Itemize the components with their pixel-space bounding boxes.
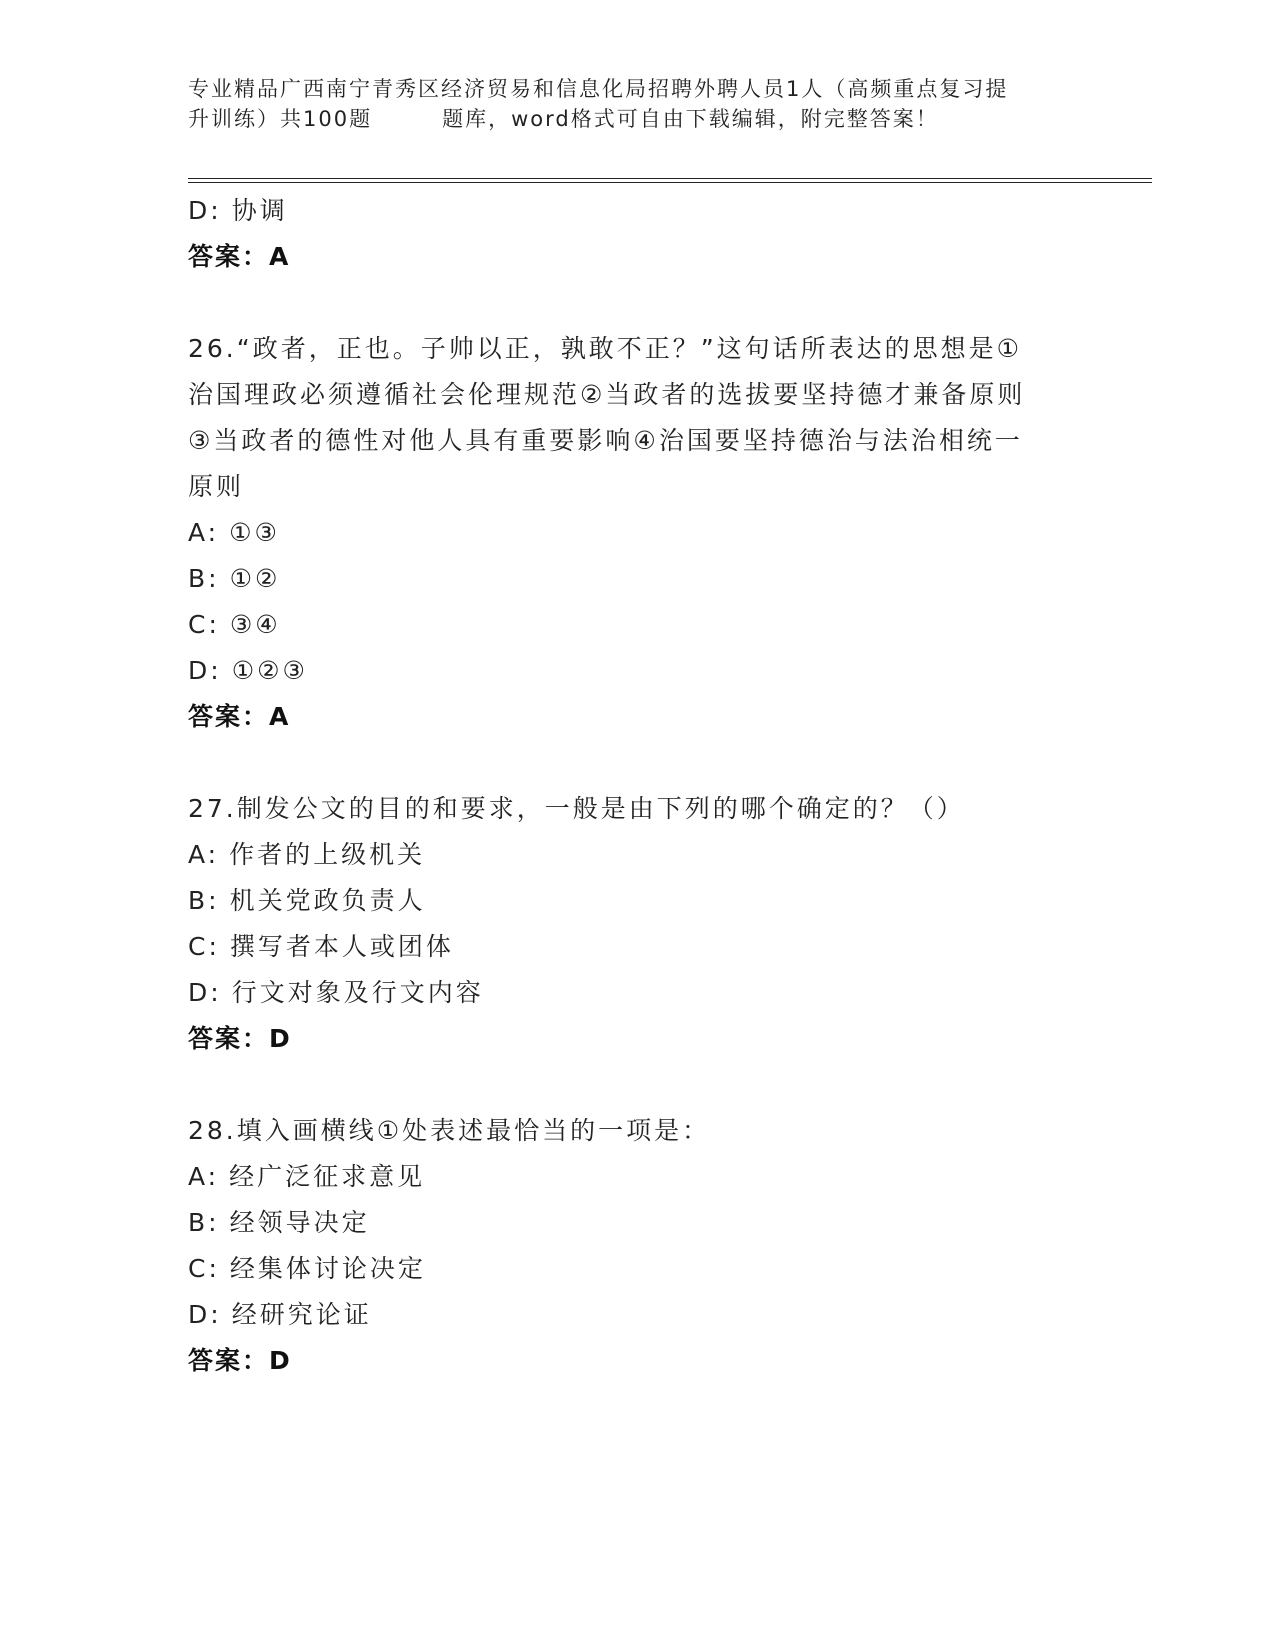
header-title-line-1: 专业精品广西南宁青秀区经济贸易和信息化局招聘外聘人员1人（高频重点复习提 [188,77,1009,101]
option-text: 经集体讨论决定 [229,1254,426,1283]
question-stem-line: 28.填入画横线①处表述最恰当的一项是： [188,1116,711,1145]
option-c [188,924,1088,970]
option-a [188,1154,1088,1200]
option-letter: A: [188,518,220,547]
option-c [188,602,1088,648]
option-letter: B: [188,564,220,593]
option-letter: D: [188,196,222,225]
option-text: ①③ [229,518,280,547]
page-header [188,74,1088,134]
option-b [188,556,1088,602]
question-stem-line: 治国理政必须遵循社会伦理规范②当政者的选拔要坚持德才兼备原则 [188,380,1026,409]
header-title-part-1: 升训练）共100题 [188,107,373,131]
option-text: ①② [229,564,281,593]
document-body [188,188,1088,1384]
question-27 [188,786,1088,1062]
option-d [188,1292,1088,1338]
option-text: 机关党政负责人 [229,886,426,915]
option-letter: A: [188,1162,220,1191]
header-divider-bottom [188,182,1152,183]
answer-line: 答案：D [188,1346,292,1375]
answer-line: 答案：A [188,702,291,731]
option-c [188,1246,1088,1292]
option-text: 经研究论证 [231,1300,372,1329]
answer-line: 答案：D [188,1024,292,1053]
option-text: 撰写者本人或团体 [229,932,454,961]
answer-line: 答案：A [188,242,291,271]
header-title-line-2 [188,104,1088,134]
question-stem-line: 原则 [188,472,245,501]
option-letter: C: [188,932,220,961]
question-stem-line: ③当政者的德性对他人具有重要影响④治国要坚持德治与法治相统一 [188,426,1023,455]
option-letter: D: [188,978,222,1007]
option-a [188,832,1088,878]
option-letter: D: [188,1300,222,1329]
header-divider-top [188,178,1152,179]
option-text: 作者的上级机关 [229,840,426,869]
option-letter: B: [188,1208,220,1237]
option-text: 经领导决定 [229,1208,370,1237]
option-text: 行文对象及行文内容 [231,978,484,1007]
option-text: ①②③ [231,656,308,685]
option-d [188,188,1088,234]
question-26 [188,326,1088,740]
option-letter: B: [188,886,220,915]
question-stem-line: 26.“政者，正也。子帅以正，孰敢不正？”这句话所表达的思想是① [188,334,1023,363]
option-b [188,878,1088,924]
header-title-part-2: 题库，word格式可自由下载编辑，附完整答案！ [442,107,939,131]
option-letter: C: [188,1254,220,1283]
option-a [188,510,1088,556]
question-28 [188,1108,1088,1384]
option-text: 协调 [231,196,288,225]
option-letter: D: [188,656,222,685]
option-letter: C: [188,610,220,639]
carryover-block [188,188,1088,280]
option-d [188,648,1088,694]
option-b [188,1200,1088,1246]
option-text: 经广泛征求意见 [229,1162,426,1191]
question-stem-line: 27.制发公文的目的和要求，一般是由下列的哪个确定的？（） [188,794,965,823]
option-d [188,970,1088,1016]
option-text: ③④ [229,610,281,639]
option-letter: A: [188,840,220,869]
